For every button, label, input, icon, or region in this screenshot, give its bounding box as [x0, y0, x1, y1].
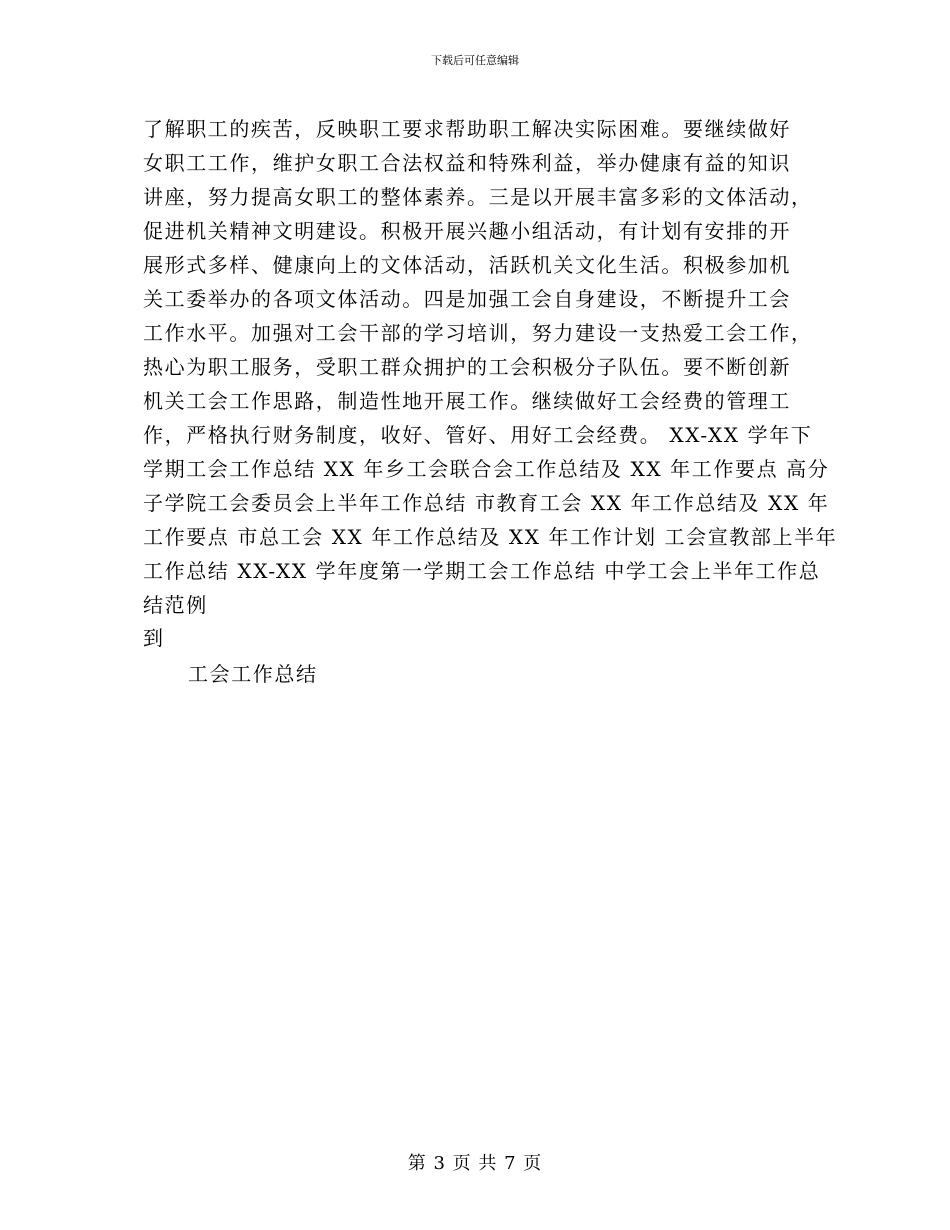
body-line: 工作总结 XX-XX 学年度第一学期工会工作总结 中学工会上半年工作总 — [143, 559, 821, 583]
page-number-footer: 第 3 页 共 7 页 — [407, 1153, 543, 1174]
body-line: 女职工工作，维护女职工合法权益和特殊利益，举办健康有益的知识 — [143, 151, 791, 175]
body-line: 工作要点 市总工会 XX 年工作总结及 XX 年工作计划 工会宣教部上半年 — [143, 525, 838, 549]
body-line: 作，严格执行财务制度，收好、管好、用好工会经费。 XX-XX 学年下 — [143, 423, 813, 447]
section-title: 工会工作总结 — [188, 662, 318, 686]
body-line: 机关工会工作思路，制造性地开展工作。继续做好工会经费的管理工 — [143, 389, 791, 413]
body-short-line: 到 — [143, 626, 165, 650]
body-line: 关工委举办的各项文体活动。四是加强工会自身建设，不断提升工会 — [143, 287, 791, 311]
body-line: 工作水平。加强对工会干部的学习培训，努力建设一支热爱工会工作， — [143, 321, 813, 345]
body-line: 子学院工会委员会上半年工作总结 市教育工会 XX 年工作总结及 XX 年 — [143, 491, 830, 515]
body-line: 讲座，努力提高女职工的整体素养。三是以开展丰富多彩的文体活动， — [143, 185, 813, 209]
page-header: 下载后可任意编辑 — [431, 54, 519, 67]
body-line: 展形式多样、健康向上的文体活动，活跃机关文化生活。积极参加机 — [143, 253, 791, 277]
body-line: 促进机关精神文明建设。积极开展兴趣小组活动，有计划有安排的开 — [143, 219, 791, 243]
body-line: 学期工会工作总结 XX 年乡工会联合会工作总结及 XX 年工作要点 高分 — [143, 457, 830, 481]
body-line: 了解职工的疾苦，反映职工要求帮助职工解决实际困难。要继续做好 — [143, 117, 791, 141]
document-body — [143, 112, 838, 694]
body-line: 结范例 — [143, 593, 208, 617]
body-line: 热心为职工服务，受职工群众拥护的工会积极分子队伍。要不断创新 — [143, 355, 791, 379]
